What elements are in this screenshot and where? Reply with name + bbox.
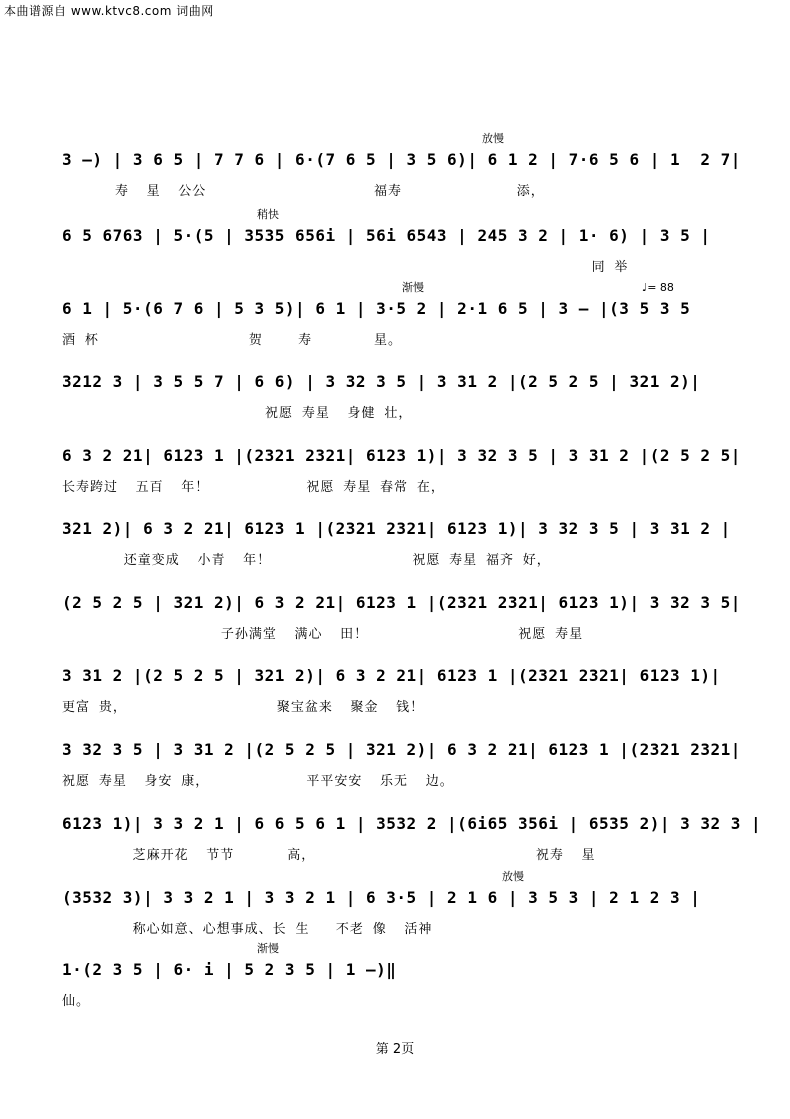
staff-system bbox=[62, 740, 741, 800]
lyrics-line: 同 举 bbox=[62, 260, 629, 275]
staff-system bbox=[62, 372, 732, 432]
numbered-notation-line: 6 1 | 5·(6 7 6 | 5 3 5)| 6 1 | 3·5 2 | 2·1 6 5 | 3 – |(3 5 3 5 bbox=[62, 299, 691, 318]
tempo-marking: 渐慢 bbox=[402, 281, 424, 294]
tempo-marking: 放慢 bbox=[502, 870, 524, 883]
source-header: 本曲谱源自 www.ktvc8.com 词曲网 bbox=[4, 4, 214, 18]
numbered-notation-line: (3532 3)| 3 3 2 1 | 3 3 2 1 | 6 3·5 | 2 1 6 | 3 5 3 | 2 1 2 3 | bbox=[62, 888, 701, 907]
staff-system bbox=[62, 519, 732, 579]
staff-system bbox=[62, 870, 732, 948]
page-number: 第 2页 bbox=[375, 1042, 415, 1057]
metronome-marking: ♩= 88 bbox=[642, 281, 674, 294]
numbered-notation-line: 321 2)| 6 3 2 21| 6123 1 |(2321 2321| 6123 1)| 3 32 3 5 | 3 31 2 | bbox=[62, 519, 731, 538]
numbered-notation-line: 6 5 6763 | 5·(5 | 3535 656i | 56i 6543 | 245 3 2 | 1· 6) | 3 5 | bbox=[62, 226, 711, 245]
lyrics-line: 酒 杯 贺 寿 星。 bbox=[62, 333, 402, 348]
numbered-notation-line: 3212 3 | 3 5 5 7 | 6 6) | 3 32 3 5 | 3 31 2 |(2 5 2 5 | 321 2)| bbox=[62, 372, 701, 391]
tempo-marking: 渐慢 bbox=[257, 942, 279, 955]
lyrics-line: 称心如意、心想事成、长 生 不老 像 活神 bbox=[62, 922, 433, 937]
staff-system bbox=[62, 281, 732, 359]
numbered-notation-line: 6123 1)| 3 3 2 1 | 6 6 5 6 1 | 3532 2 |(6i65 356i | 6535 2)| 3 32 3 | bbox=[62, 814, 762, 833]
lyrics-line: 子孙满堂 满心 田！ 祝愿 寿星 bbox=[62, 627, 584, 642]
staff-system bbox=[62, 666, 732, 726]
tempo-marking: 放慢 bbox=[482, 132, 504, 145]
lyrics-line: 祝愿 寿星 身安 康， 平平安安 乐无 边。 bbox=[62, 774, 454, 789]
numbered-notation-line: (2 5 2 5 | 321 2)| 6 3 2 21| 6123 1 |(2321 2321| 6123 1)| 3 32 3 5| bbox=[62, 593, 741, 612]
lyrics-line: 祝愿 寿星 身健 壮， bbox=[62, 406, 413, 421]
numbered-notation-line: 1·(2 3 5 | 6· i | 5 2 3 5 | 1 –)‖ bbox=[62, 960, 397, 979]
staff-system bbox=[62, 132, 741, 210]
lyrics-line: 还童变成 小青 年！ 祝愿 寿星 福齐 好， bbox=[62, 553, 551, 568]
staff-system bbox=[62, 814, 762, 874]
lyrics-line: 寿 星 公公 福寿 添， bbox=[62, 184, 545, 199]
staff-system bbox=[62, 208, 732, 286]
numbered-notation-line: 3 32 3 5 | 3 31 2 |(2 5 2 5 | 321 2)| 6 3 2 21| 6123 1 |(2321 2321| bbox=[62, 740, 741, 759]
numbered-notation-line: 3 31 2 |(2 5 2 5 | 321 2)| 6 3 2 21| 6123 1 |(2321 2321| 6123 1)| bbox=[62, 666, 721, 685]
numbered-notation-line: 6 3 2 21| 6123 1 |(2321 2321| 6123 1)| 3 32 3 5 | 3 31 2 |(2 5 2 5| bbox=[62, 446, 741, 465]
numbered-notation-line: 3 –) | 3 6 5 | 7 7 6 | 6·(7 6 5 | 3 5 6)| 6 1 2 | 7·6 5 6 | 1 2 7| bbox=[62, 150, 741, 169]
staff-system bbox=[62, 593, 741, 653]
lyrics-line: 长寿跨过 五百 年！ 祝愿 寿星 春常 在， bbox=[62, 480, 445, 495]
tempo-marking: 稍快 bbox=[257, 208, 279, 221]
lyrics-line: 仙。 bbox=[62, 994, 91, 1009]
staff-system bbox=[62, 446, 741, 506]
staff-system bbox=[62, 942, 732, 1020]
lyrics-line: 芝麻开花 节节 高， 祝寿 星 bbox=[62, 848, 596, 863]
lyrics-line: 更富 贵， 聚宝盆来 聚金 钱！ bbox=[62, 700, 425, 715]
